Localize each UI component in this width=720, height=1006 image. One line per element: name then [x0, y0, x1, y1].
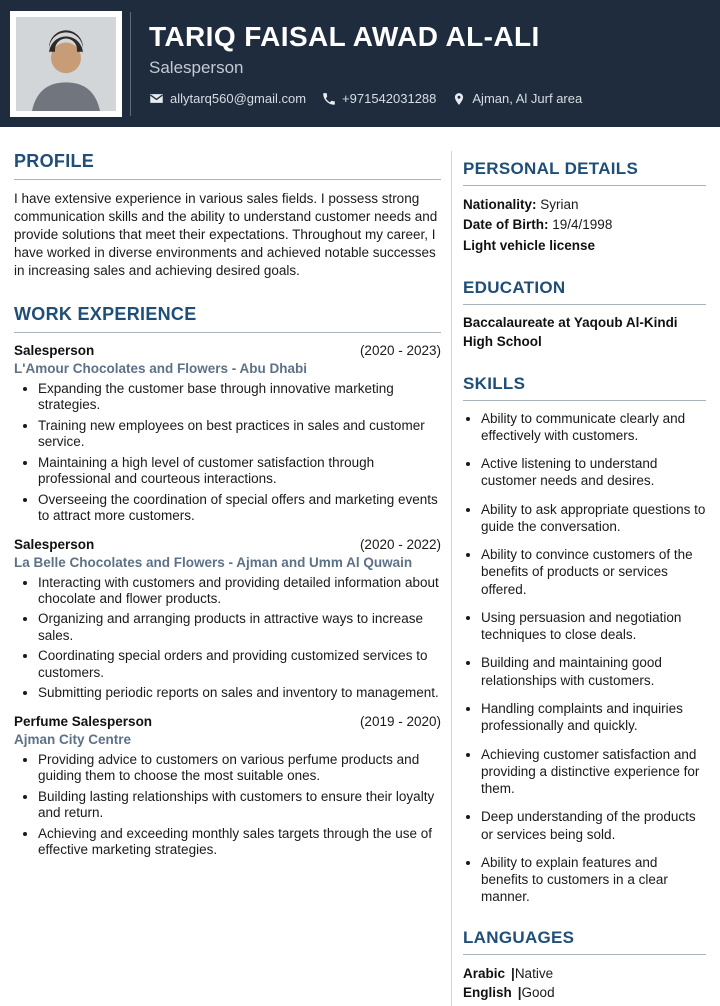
language-item [463, 983, 706, 1003]
skill-item: • Ability to ask appropriate questions to guide the conversation. [481, 501, 706, 536]
job-bullet-list [14, 575, 441, 702]
job-entry [14, 537, 441, 702]
skill-item: • Ability to communicate clearly and effectively with customers. [481, 410, 706, 445]
detail-value: 19/4/1998 [552, 217, 613, 233]
job-entry [14, 343, 441, 525]
job-entry [14, 714, 441, 859]
job-bullet: • Training new employees on best practices in sales and customer service. [38, 418, 441, 451]
detail-label: Date of Birth: [463, 217, 549, 233]
phone-contact [322, 91, 436, 106]
right-column [451, 151, 706, 1006]
skills-section [463, 374, 706, 906]
job-bullet: • Building lasting relationships with customers to ensure their loyalty and return. [38, 789, 441, 822]
skill-item: • Building and maintaining good relationships with customers. [481, 654, 706, 689]
language-separator: | [517, 985, 522, 1001]
header [0, 0, 720, 127]
profile-photo [10, 11, 122, 117]
languages-heading: LANGUAGES [463, 928, 706, 955]
language-item [463, 964, 706, 984]
skill-item: • Using persuasion and negotiation techniques to close deals. [481, 609, 706, 644]
job-dates: (2020 - 2023) [359, 342, 441, 358]
profile-heading: PROFILE [14, 151, 441, 180]
job-company: La Belle Chocolates and Flowers - Ajman and Umm Al Quwain [14, 554, 413, 570]
language-separator: | [511, 965, 515, 981]
location-text: Ajman, Al Jurf area [472, 91, 583, 107]
profile-section [14, 151, 441, 280]
detail-label: Light vehicle license [463, 237, 596, 253]
work-experience-heading: WORK EXPERIENCE [14, 304, 441, 333]
job-bullet: • Interacting with customers and providing detailed information about chocolate and flower products. [38, 575, 441, 608]
personal-details-heading: PERSONAL DETAILS [463, 159, 706, 186]
location-contact [452, 91, 582, 107]
languages-section [463, 928, 706, 1003]
skills-list [463, 410, 706, 906]
skill-item: • Active listening to understand customer needs and desires. [481, 455, 706, 490]
skill-item: • Achieving customer satisfaction and providing a distinctive experience for them. [481, 746, 706, 798]
header-text [149, 20, 582, 107]
job-bullet-list [14, 752, 441, 859]
job-title-text: Perfume Salesperson [14, 713, 153, 729]
envelope-icon [149, 91, 164, 106]
language-name: Arabic [463, 965, 506, 981]
job-bullet: • Maintaining a high level of customer satisfaction through professional and courteous interactions. [38, 455, 441, 488]
candidate-title: Salesperson [149, 57, 244, 77]
education-section [463, 278, 706, 352]
education-text: Baccalaureate at Yaqoub Al-Kindi High School [463, 314, 678, 349]
job-bullet-list [14, 381, 441, 525]
education-heading: EDUCATION [463, 278, 706, 305]
job-bullet: • Achieving and exceeding monthly sales targets through the use of effective marketing strategies. [38, 826, 441, 859]
job-company: Ajman City Centre [14, 731, 132, 747]
skills-heading: SKILLS [463, 374, 706, 401]
job-title-text: Salesperson [14, 536, 95, 552]
phone-text: +971542031288 [342, 91, 437, 107]
skill-item: • Handling complaints and inquiries professionally and quickly. [481, 700, 706, 735]
job-bullet: • Overseeing the coordination of special offers and marketing events to attract more customers. [38, 492, 441, 525]
phone-icon [322, 92, 336, 106]
detail-label: Nationality: [463, 197, 537, 212]
job-bullet: • Submitting periodic reports on sales and inventory to management. [38, 685, 441, 701]
skill-item: • Deep understanding of the products or services being sold. [481, 808, 706, 843]
profile-text: I have extensive experience in various sales fields. I possess strong communication skills and the ability to understand customer needs and provide solutions that meet their expectations. Throughout my career, I have worked in diverse environments and achieved notable successes in increasing sales and achieving desired goals. [14, 191, 438, 278]
job-header [14, 343, 441, 358]
job-bullet: • Coordinating special orders and providing customized services to customers. [38, 648, 441, 681]
personal-detail-item [463, 215, 706, 235]
language-name: English [463, 985, 512, 1001]
work-experience-section [14, 304, 441, 859]
personal-detail-item [463, 195, 706, 215]
job-bullet: • Organizing and arranging products in attractive ways to increase sales. [38, 611, 441, 644]
language-level: Good [521, 985, 555, 1001]
job-dates: (2020 - 2022) [359, 536, 441, 552]
language-level: Native [514, 965, 554, 981]
header-divider [130, 12, 131, 116]
job-bullet: • Providing advice to customers on various perfume products and guiding them to choose the most suitable ones. [38, 752, 441, 785]
job-company: L'Amour Chocolates and Flowers - Abu Dhabi [14, 360, 307, 376]
candidate-name: TARIQ FAISAL AWAD AL-ALI [149, 21, 540, 53]
email-contact [149, 91, 306, 106]
job-header [14, 537, 441, 552]
profile-photo-placeholder [16, 17, 116, 111]
map-pin-icon [452, 91, 466, 107]
job-bullet: • Expanding the customer base through innovative marketing strategies. [38, 381, 441, 414]
contact-row [149, 91, 582, 107]
job-dates: (2019 - 2020) [359, 713, 441, 729]
detail-value: Syrian [540, 197, 579, 212]
skill-item: • Ability to convince customers of the benefits of products or services offered. [481, 546, 706, 598]
personal-details-section [463, 159, 706, 256]
email-text: allytarq560@gmail.com [170, 91, 307, 107]
resume-body [0, 127, 720, 1006]
job-title-text: Salesperson [14, 342, 95, 358]
personal-detail-item [463, 236, 706, 256]
skill-item: • Ability to explain features and benefits to customers in a clear manner. [481, 854, 706, 906]
avatar-silhouette [16, 17, 116, 111]
job-header [14, 714, 441, 729]
left-column [14, 151, 441, 1006]
